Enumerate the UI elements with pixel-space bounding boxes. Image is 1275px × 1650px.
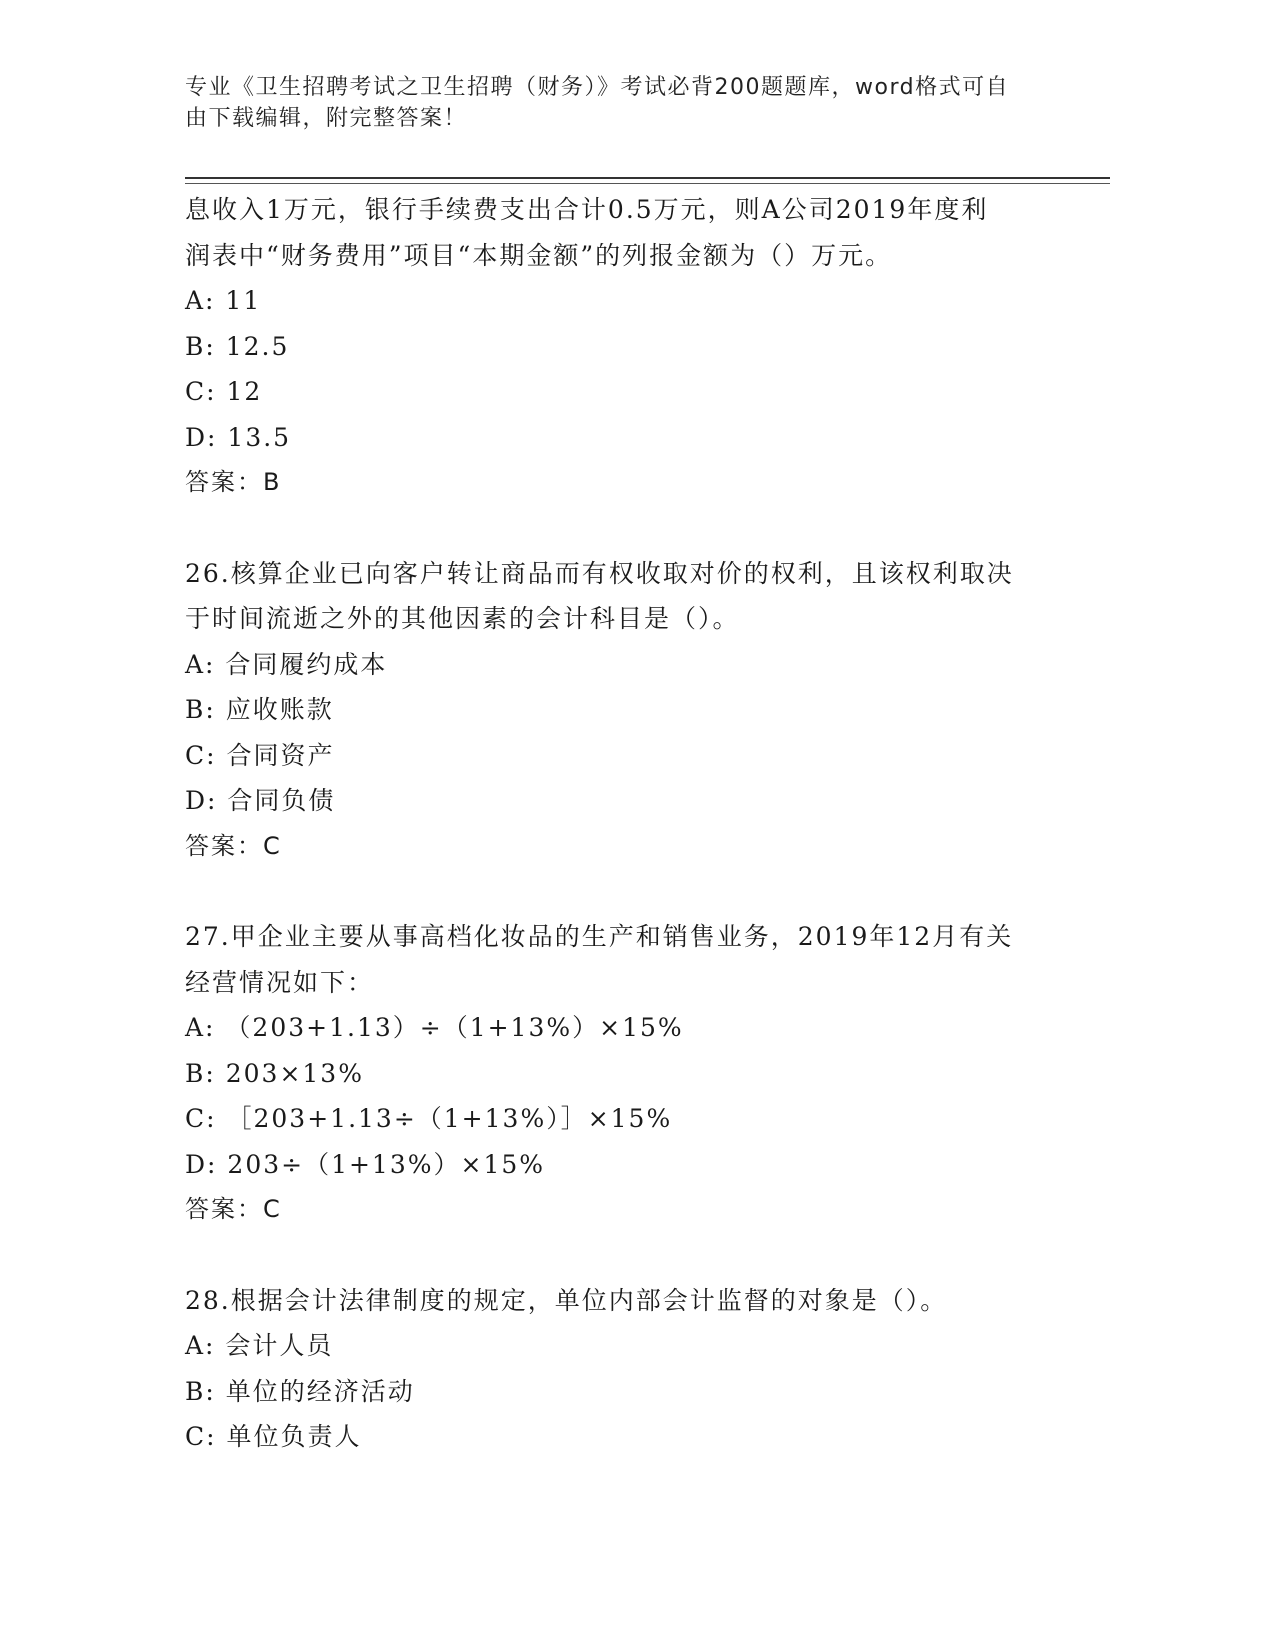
question-text: 经营情况如下： <box>185 967 375 997</box>
question-28 <box>185 1278 1065 1460</box>
question-25 <box>185 187 1065 506</box>
option-a: A: 会计人员 <box>185 1331 334 1360</box>
option-d: D: 合同负债 <box>185 786 336 815</box>
option-a: A: （203+1.13）÷（1+13%）×15% <box>185 1013 684 1042</box>
option-c: C: 单位负责人 <box>185 1422 362 1451</box>
option-b: B: 应收账款 <box>185 695 334 724</box>
question-list <box>185 187 1065 1460</box>
option-d: D: 203÷（1+13%）×15% <box>185 1149 546 1179</box>
question-spacer <box>185 869 1065 914</box>
question-text: 27.甲企业主要从事高档化妆品的生产和销售业务，2019年12月有关 <box>185 922 1014 951</box>
option-d: D: 13.5 <box>185 422 292 452</box>
question-text: 息收入1万元，银行手续费支出合计0.5万元，则A公司2019年度利 <box>185 195 989 224</box>
question-text: 于时间流逝之外的其他因素的会计科目是（）。 <box>185 604 740 633</box>
question-spacer <box>185 1233 1065 1278</box>
option-b: B: 203×13% <box>185 1058 364 1088</box>
answer-line: 答案：B <box>185 468 282 496</box>
question-text: 26.核算企业已向客户转让商品而有权收取对价的权利，且该权利取决 <box>185 558 1014 588</box>
option-c: C: 合同资产 <box>185 740 335 770</box>
option-c: C: ［203+1.13÷（1+13%）］×15% <box>185 1104 673 1133</box>
question-text: 润表中“财务费用”项目“本期金额”的列报金额为（）万元。 <box>185 240 893 270</box>
document-header <box>185 72 1065 134</box>
question-text: 28.根据会计法律制度的规定，单位内部会计监督的对象是（）。 <box>185 1285 948 1315</box>
question-26 <box>185 551 1065 870</box>
option-c: C: 12 <box>185 377 263 406</box>
question-27 <box>185 914 1065 1233</box>
answer-line: 答案：C <box>185 1195 282 1223</box>
option-a: A: 合同履约成本 <box>185 649 388 679</box>
header-divider-thin <box>185 183 1110 184</box>
header-line-2: 由下载编辑，附完整答案！ <box>185 106 468 131</box>
option-a: A: 11 <box>185 286 262 315</box>
question-spacer <box>185 506 1065 551</box>
header-line-1: 专业《卫生招聘考试之卫生招聘（财务）》考试必背200题题库，word格式可自 <box>185 75 1010 100</box>
answer-line: 答案：C <box>185 831 282 860</box>
option-b: B: 12.5 <box>185 331 290 361</box>
option-b: B: 单位的经济活动 <box>185 1376 415 1406</box>
header-divider-thick <box>185 177 1110 179</box>
